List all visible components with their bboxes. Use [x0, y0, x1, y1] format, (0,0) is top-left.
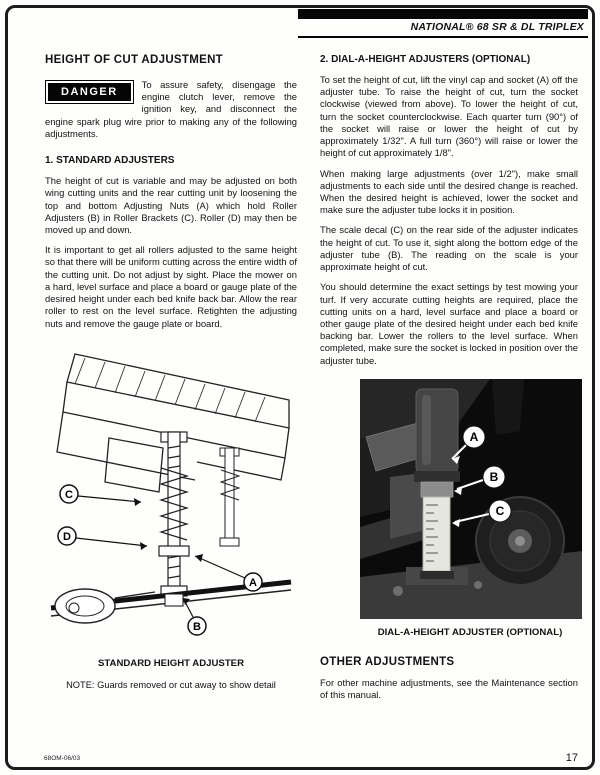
danger-notice [45, 79, 297, 140]
standard-adjuster-drawing [45, 340, 297, 650]
secondary-adjuster-assembly [220, 448, 239, 546]
header-black-bar [298, 9, 588, 19]
page-title: HEIGHT OF CUT ADJUSTMENT [45, 54, 223, 66]
standard-paragraph-1: The height of cut is variable and may be adjusted on both wing cutting units and the rear cutting unit by loosening the top and bottom Adjusting Nuts (A) which hold Roller Adjusters (B) in Roller Brackets (C). Roller (D) may then be moved up and down. [45, 175, 297, 235]
dial-paragraph-3: The scale decal (C) on the rear side of the adjuster indicates the height of cut. To use it, sight along the bottom edge of the adjuster tube (B). The reading on the scale is your approximate height of cut. [320, 224, 578, 273]
document-code: 68OM-06/03 [44, 755, 81, 762]
header-underline [298, 36, 588, 38]
page-number: 17 [565, 752, 578, 764]
dial-paragraph-2: When making large adjustments (over 1/2"), make small adjustments to each side until the desired change is reached. When the desired height is achieved, lower the socket and make sure the adjuster tube locks it in position. [320, 167, 578, 216]
dial-a-height-photo [360, 379, 582, 619]
photo-callout-A: A [469, 429, 479, 444]
dial-a-height-heading: 2. DIAL-A-HEIGHT ADJUSTERS (OPTIONAL) [320, 54, 531, 65]
danger-text: To assure safety, disengage the engine clutch lever, remove the ignition key, and disconnect the engine spark plug wire prior to making any of the following adjustments. [45, 79, 297, 139]
right-column [320, 54, 578, 709]
callout-D: D [63, 530, 71, 543]
photo-callout-B: B [489, 469, 499, 484]
other-adjustments-heading: OTHER ADJUSTMENTS [320, 655, 455, 668]
standard-paragraph-2: It is important to get all rollers adjusted to the same height so that there will be uniform cutting across the entire width of the cutting unit. Do not adjust by sight. Place the mower on a hard, level surface and place a board or gauge plate of the desired height under each bed knife back bar. Allow the rear roller to rest on the level surface. Retighten the adjusting nuts and remove the gauge plate or board. [45, 244, 297, 329]
standard-adjuster-figure [45, 340, 297, 650]
dial-a-height-figure [360, 379, 582, 619]
callout-B: B [193, 620, 201, 633]
left-column [45, 54, 297, 690]
standard-adjusters-heading: 1. STANDARD ADJUSTERS [45, 155, 175, 167]
danger-badge [45, 80, 134, 104]
standard-figure-note: NOTE: Guards removed or cut away to show detail [66, 679, 276, 690]
photo-callout-C: C [495, 503, 505, 518]
callout-C: C [65, 488, 73, 501]
standard-figure-caption: STANDARD HEIGHT ADJUSTER [97, 657, 245, 669]
manual-title: NATIONAL® 68 SR & DL TRIPLEX [410, 21, 584, 33]
other-adjustments-text: For other machine adjustments, see the Maintenance section of this manual. [320, 676, 578, 701]
callout-A: A [249, 576, 257, 589]
danger-badge-label: DANGER [48, 83, 131, 101]
dial-paragraph-4: You should determine the exact settings by test mowing your turf. If very accurate cutting heights are required, place the cutting units on a hard, level surface and place a board or other gauge plate of the desired height under each bed knife backing bar. Lower the rollers to the level surface. When completed, make sure the socket is locked in position over the adjuster tube. [320, 281, 578, 366]
dial-paragraph-1: To set the height of cut, lift the vinyl cap and socket (A) off the adjuster tube. To raise the height of cut, turn the socket clockwise (viewed from above). To lower the height of cut, turn the socket counterclockwise. Each quarter turn (90°) of the socket will raise or lower the height of cut by approximately 1/32". A full turn (360°) will raise or lower the height of cut approximately 1/8". [320, 74, 578, 159]
roller-adjuster-assembly [159, 432, 189, 596]
dial-figure-caption: DIAL-A-HEIGHT ADJUSTER (OPTIONAL) [377, 626, 563, 638]
